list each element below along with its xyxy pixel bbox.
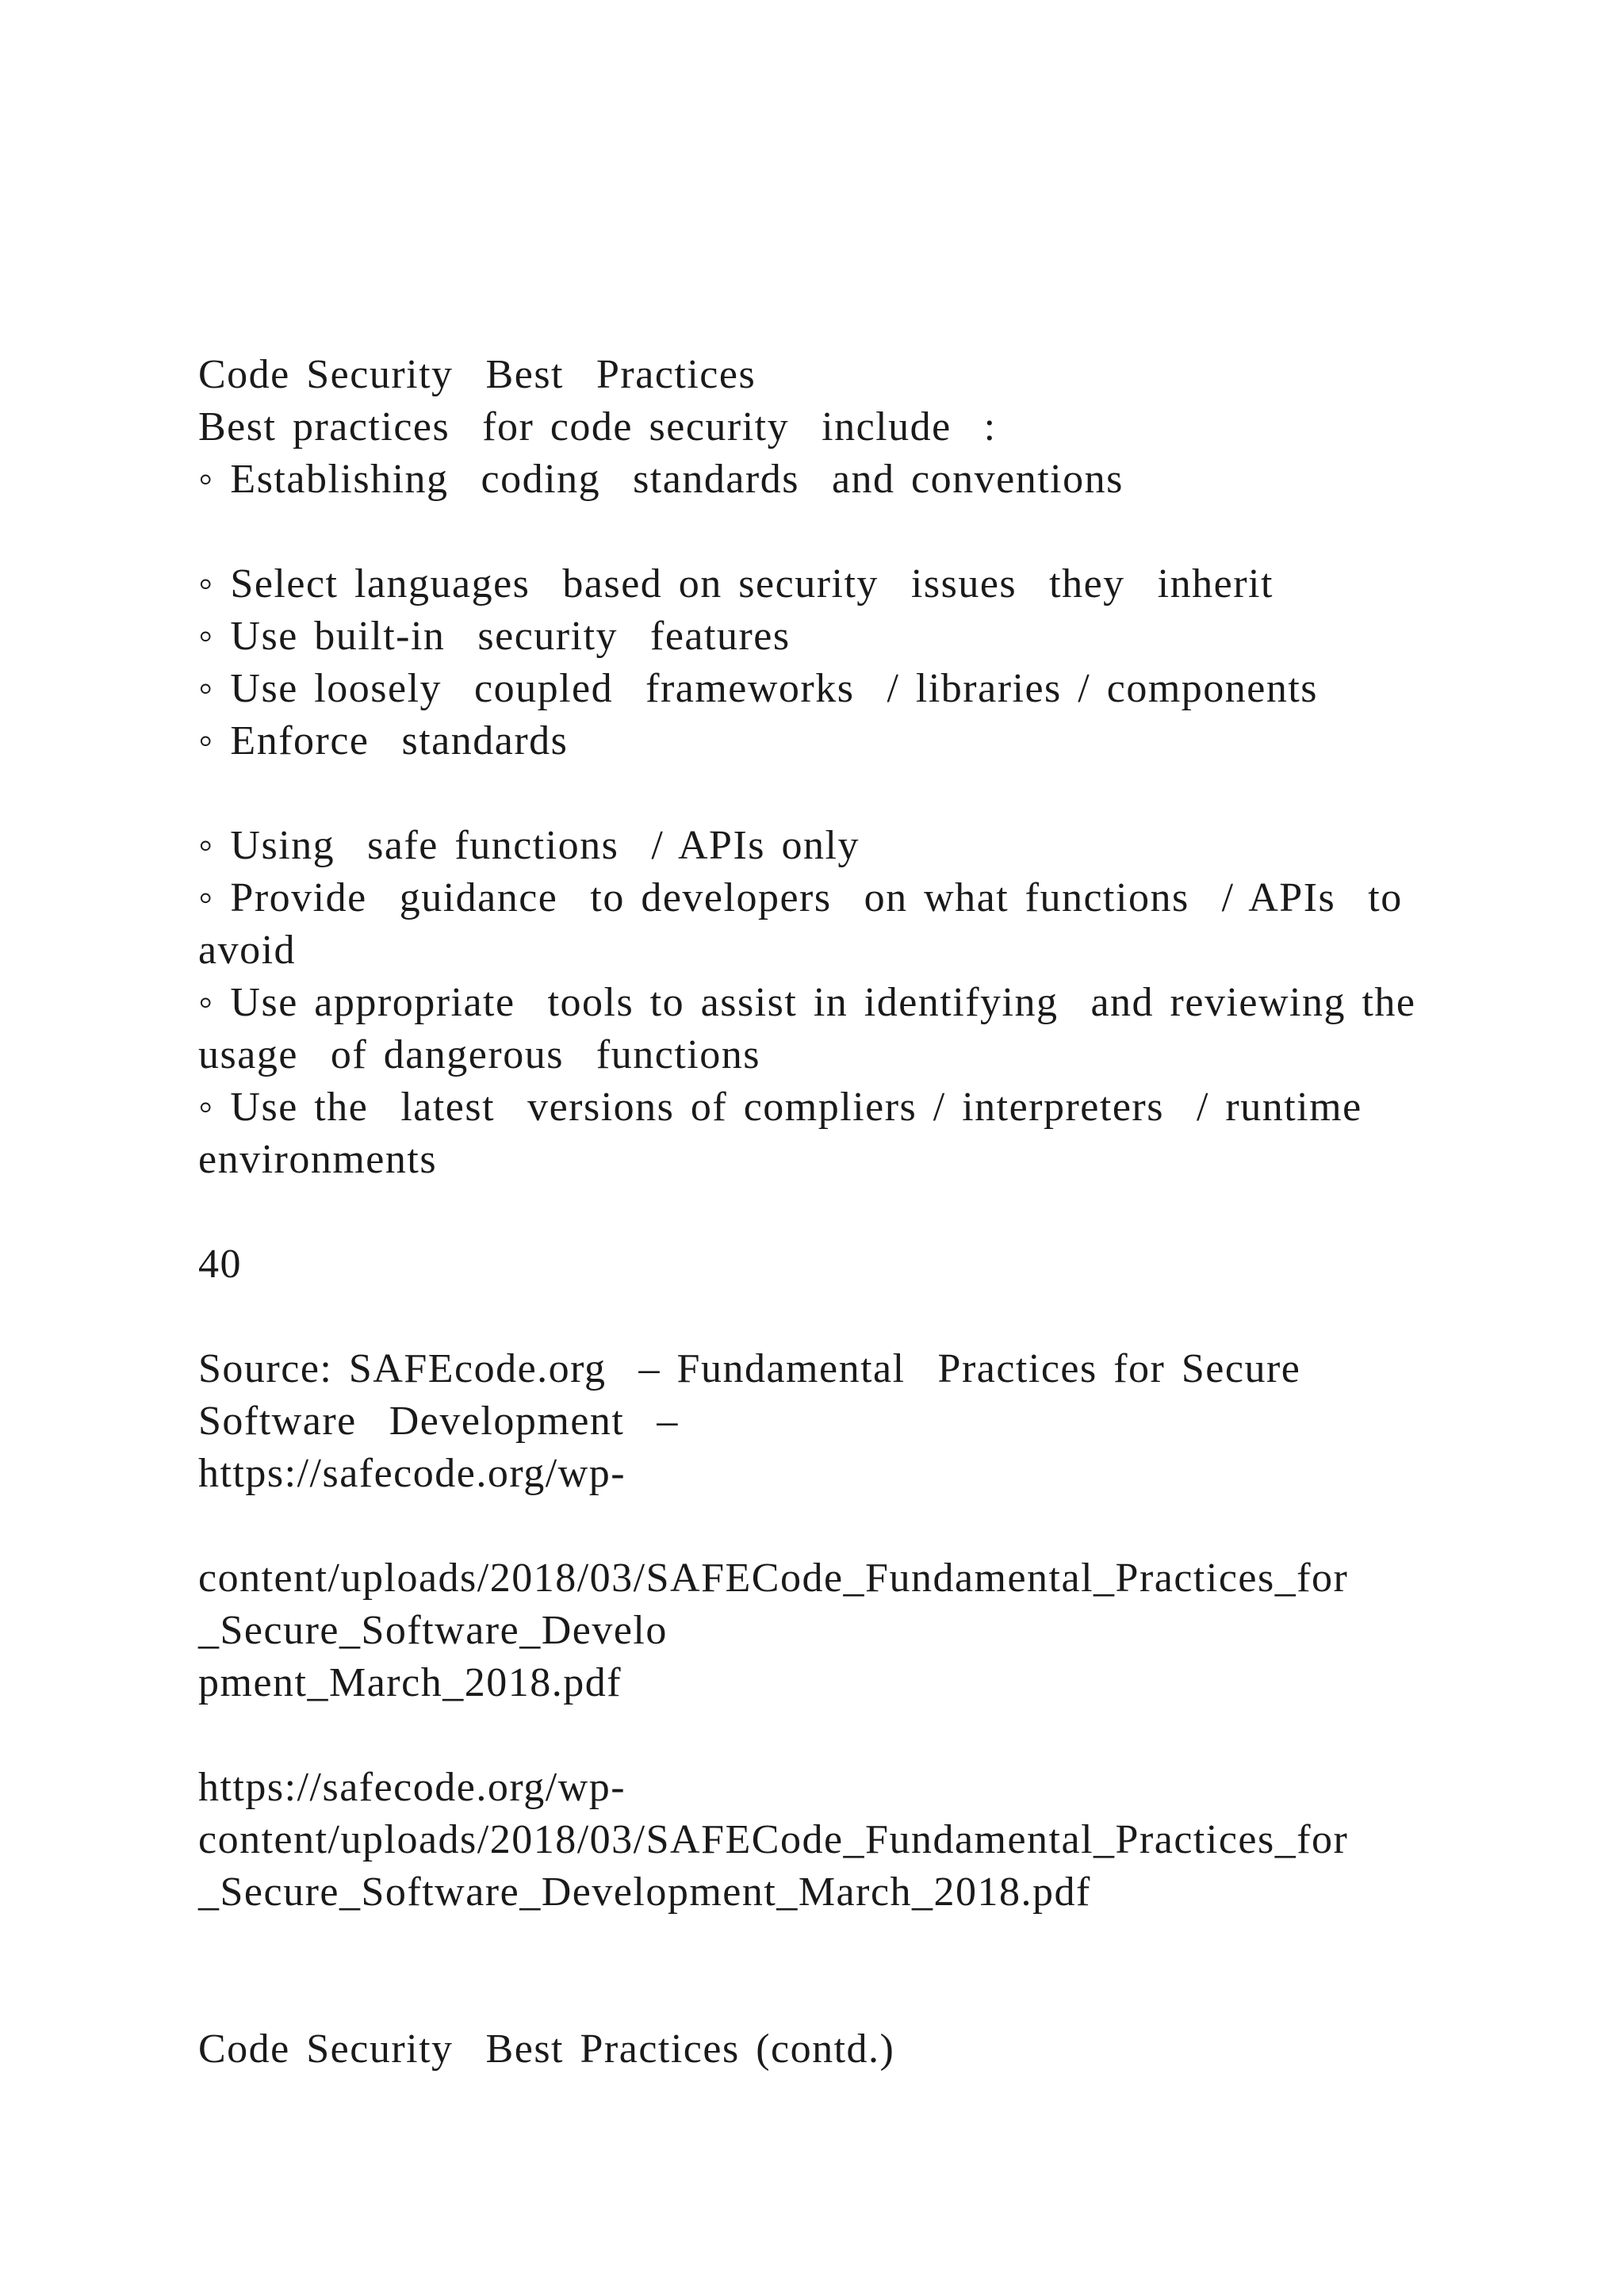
bullet-item: ◦ Use the latest versions of compliers / interpreters / runtime [198, 1085, 1362, 1130]
source-url-line: _Secure_Software_Develo [198, 1608, 668, 1653]
bullet-continuation: avoid [198, 928, 297, 973]
url-line: content/uploads/2018/03/SAFECode_Fundamental_Practices_for [198, 1817, 1349, 1862]
page-number: 40 [198, 1242, 242, 1287]
bullet-item: ◦ Use loosely coupled frameworks / libraries / components [198, 666, 1319, 711]
bullet-item: ◦ Enforce standards [198, 718, 569, 763]
heading: Code Security Best Practices [198, 352, 756, 397]
bullet-continuation: environments [198, 1137, 438, 1182]
source-url-line: https://safecode.org/wp- [198, 1451, 626, 1496]
bullet-item: ◦ Establishing coding standards and conventions [198, 457, 1124, 502]
source-line: Software Development – [198, 1399, 679, 1444]
bullet-item: ◦ Use appropriate tools to assist in identifying and reviewing the [198, 980, 1416, 1025]
source-url-line: pment_March_2018.pdf [198, 1660, 622, 1705]
bullet-continuation: usage of dangerous functions [198, 1032, 760, 1077]
intro-text: Best practices for code security include : [198, 404, 997, 450]
url-line: https://safecode.org/wp- [198, 1765, 626, 1810]
next-section-heading: Code Security Best Practices (contd.) [198, 2026, 895, 2072]
bullet-item: ◦ Provide guidance to developers on what functions / APIs to [198, 875, 1403, 920]
bullet-item: ◦ Select languages based on security issues they inherit [198, 561, 1274, 607]
url-line: _Secure_Software_Development_March_2018.pdf [198, 1869, 1091, 1915]
bullet-item: ◦ Using safe functions / APIs only [198, 823, 860, 868]
source-url-line: content/uploads/2018/03/SAFECode_Fundamental_Practices_for [198, 1556, 1349, 1601]
source-line: Source: SAFEcode.org – Fundamental Practices for Secure [198, 1346, 1301, 1391]
bullet-item: ◦ Use built-in security features [198, 614, 791, 659]
